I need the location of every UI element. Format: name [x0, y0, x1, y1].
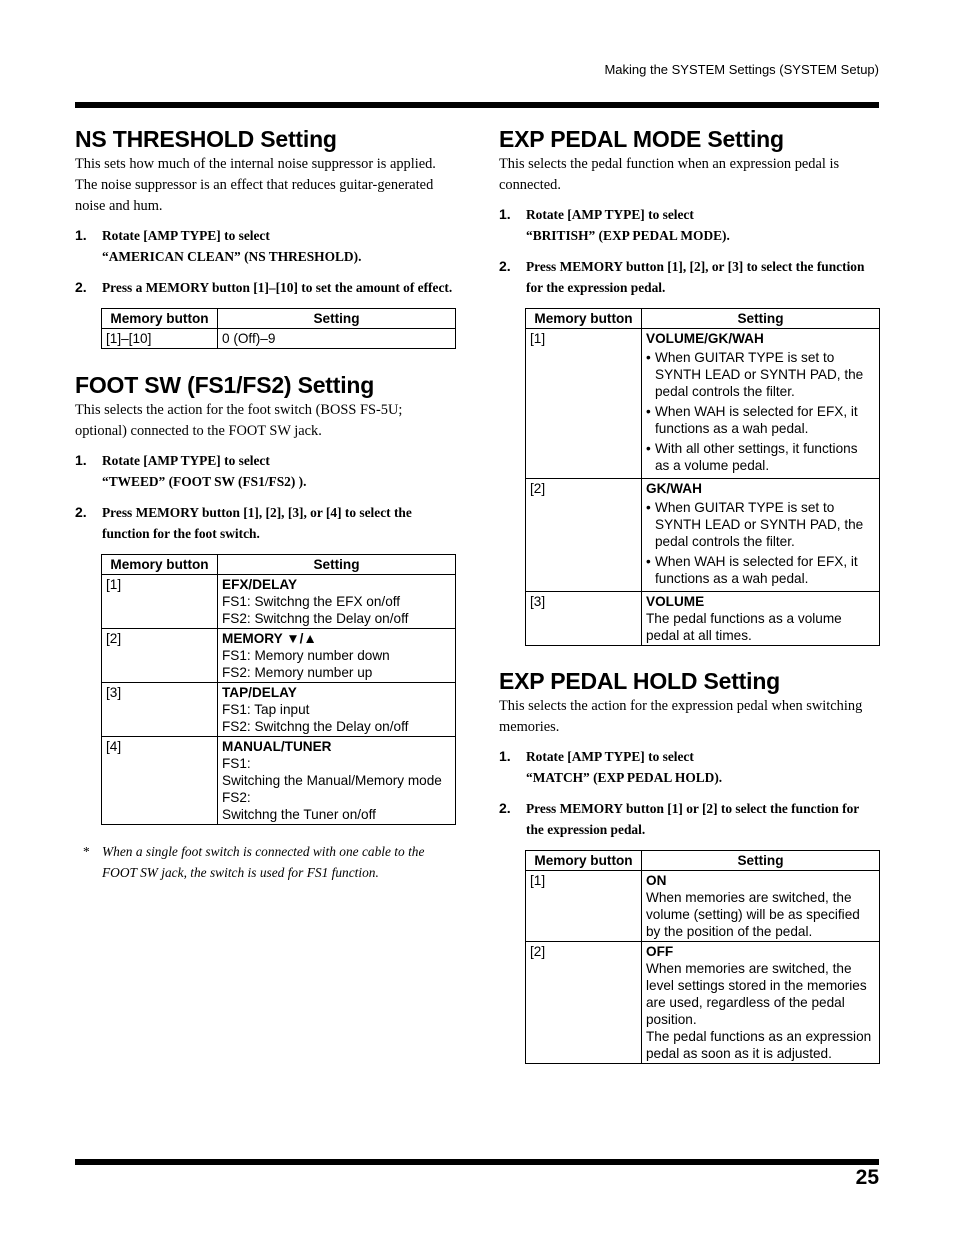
ns-threshold-section — [75, 124, 456, 349]
setting-title: GK/WAH — [646, 481, 702, 496]
step-text: Press MEMORY button [1] or [2] to select the function for the expression pedal. — [526, 801, 859, 837]
table-header-row — [102, 309, 456, 329]
setting-line: FS2: Memory number up — [222, 665, 373, 680]
setting-line: Switching the Manual/Memory mode — [222, 773, 442, 788]
setting-title: MANUAL/TUNER — [222, 739, 332, 754]
memory-button-cell: [2] — [526, 942, 642, 1064]
column-header: Memory button — [102, 309, 218, 329]
setting-cell — [218, 575, 456, 629]
table-row — [102, 629, 456, 683]
table-row — [102, 683, 456, 737]
table-header-row — [102, 555, 456, 575]
table-row — [526, 479, 880, 592]
setting-cell — [218, 683, 456, 737]
step-number: 1. — [75, 452, 87, 468]
step — [499, 746, 880, 788]
column-header: Setting — [642, 851, 880, 871]
exp-pedal-hold-table — [525, 850, 880, 1064]
setting-line: FS1: Tap input — [222, 702, 310, 717]
step-text: Rotate [AMP TYPE] to select — [526, 749, 694, 764]
foot-sw-heading: FOOT SW (FS1/FS2) Setting — [75, 372, 375, 398]
step-number: 2. — [499, 800, 511, 816]
setting-line: The pedal functions as a volume pedal at all times. — [646, 611, 842, 643]
setting-line: FS2: — [222, 790, 251, 805]
setting-line: Switchng the Tuner on/off — [222, 807, 376, 822]
memory-button-cell: [1] — [102, 575, 218, 629]
bullet-item: • When GUITAR TYPE is set to SYNTH LEAD or SYNTH PAD, the pedal controls the filter. — [646, 349, 875, 400]
step-number: 2. — [75, 504, 87, 520]
setting-title: VOLUME — [646, 594, 705, 609]
step-text: Rotate [AMP TYPE] to select — [102, 453, 270, 468]
step-text: “TWEED” (FOOT SW (FS1/FS2) ). — [102, 474, 307, 489]
step-text: “BRITISH” (EXP PEDAL MODE). — [526, 228, 730, 243]
bullet-item: • When WAH is selected for EFX, it functions as a wah pedal. — [646, 553, 875, 587]
setting-line: FS1: — [222, 756, 251, 771]
step-text: Press MEMORY button [1], [2], or [3] to select the function for the expression pedal. — [526, 259, 865, 295]
setting-line: When memories are switched, the volume (setting) will be as specified by the position of the pedal. — [646, 890, 860, 939]
step — [75, 277, 456, 298]
memory-button-cell: [4] — [102, 737, 218, 825]
setting-cell — [218, 737, 456, 825]
step-text: “MATCH” (EXP PEDAL HOLD). — [526, 770, 723, 785]
setting-title: MEMORY ▼/▲ — [222, 631, 317, 646]
foot-sw-paragraph: This selects the action for the foot switch (BOSS FS-5U; optional) connected to the FOOT SW jack. — [75, 402, 403, 439]
step — [75, 450, 456, 492]
ns-threshold-heading: NS THRESHOLD Setting — [75, 126, 337, 152]
memory-button-cell: [3] — [102, 683, 218, 737]
left-column — [75, 124, 456, 883]
setting-title: OFF — [646, 944, 674, 959]
table-row — [102, 737, 456, 825]
step-text: Press MEMORY button [1], [2], [3], or [4] to select the function for the foot switch. — [102, 505, 412, 541]
setting-line: FS2: Switchng the Delay on/off — [222, 719, 409, 734]
table-header-row — [526, 309, 880, 329]
step-number: 1. — [75, 227, 87, 243]
setting-line: When memories are switched, the level settings stored in the memories are used, regardless of the pedal position. — [646, 961, 867, 1027]
setting-line: FS1: Memory number down — [222, 648, 390, 663]
setting-cell — [642, 942, 880, 1064]
column-header: Setting — [218, 555, 456, 575]
memory-button-cell: [1] — [526, 329, 642, 479]
exp-pedal-mode-heading: EXP PEDAL MODE Setting — [499, 126, 784, 152]
ns-threshold-steps — [75, 225, 456, 298]
table-row — [526, 871, 880, 942]
top-rule — [75, 102, 879, 108]
setting-cell — [642, 479, 880, 592]
table-row — [526, 592, 880, 646]
setting-line: The pedal functions as an expression pedal as soon as it is adjusted. — [646, 1029, 872, 1061]
setting-title: VOLUME/GK/WAH — [646, 331, 764, 346]
memory-button-cell: [1]–[10] — [102, 329, 218, 349]
setting-title: EFX/DELAY — [222, 577, 298, 592]
column-header: Memory button — [102, 555, 218, 575]
step-number: 1. — [499, 206, 511, 222]
bullet-item: • When GUITAR TYPE is set to SYNTH LEAD or SYNTH PAD, the pedal controls the filter. — [646, 499, 875, 550]
step-text: Rotate [AMP TYPE] to select — [526, 207, 694, 222]
exp-pedal-mode-paragraph: This selects the pedal function when an expression pedal is connected. — [499, 156, 840, 193]
bullet-item: • When WAH is selected for EFX, it functions as a wah pedal. — [646, 403, 875, 437]
column-header: Memory button — [526, 309, 642, 329]
table-row — [102, 575, 456, 629]
setting-title: TAP/DELAY — [222, 685, 297, 700]
step — [499, 256, 880, 298]
bottom-rule — [75, 1159, 879, 1165]
foot-sw-table — [101, 554, 456, 825]
table-row — [526, 329, 880, 479]
setting-line: FS1: Switchng the EFX on/off — [222, 594, 401, 609]
exp-pedal-hold-section — [499, 666, 880, 1064]
step-number: 2. — [499, 258, 511, 274]
ns-threshold-paragraph: This sets how much of the internal noise suppressor is applied. — [75, 156, 436, 172]
memory-button-cell: [1] — [526, 871, 642, 942]
exp-pedal-hold-heading: EXP PEDAL HOLD Setting — [499, 668, 781, 694]
foot-sw-note — [75, 841, 456, 883]
setting-cell: 0 (Off)–9 — [218, 329, 456, 349]
step — [75, 502, 456, 544]
memory-button-cell: [2] — [102, 629, 218, 683]
column-header: Setting — [642, 309, 880, 329]
column-header: Memory button — [526, 851, 642, 871]
step — [499, 204, 880, 246]
setting-cell — [218, 629, 456, 683]
step-number: 2. — [75, 279, 87, 295]
step-text: Press a MEMORY button [1]–[10] to set the amount of effect. — [102, 280, 453, 295]
right-column — [499, 124, 880, 1064]
step-number: 1. — [499, 748, 511, 764]
setting-line: FS2: Switchng the Delay on/off — [222, 611, 409, 626]
step-text: Rotate [AMP TYPE] to select — [102, 228, 270, 243]
note-text: When a single foot switch is connected with one cable to the FOOT SW jack, the switch is used for FS1 function. — [102, 844, 425, 880]
ns-threshold-table — [101, 308, 456, 349]
memory-button-cell: [2] — [526, 479, 642, 592]
step — [75, 225, 456, 267]
setting-cell — [642, 871, 880, 942]
exp-pedal-hold-steps — [499, 746, 880, 840]
table-row — [526, 942, 880, 1064]
exp-pedal-hold-paragraph: This selects the action for the expression pedal when switching memories. — [499, 698, 863, 735]
page-number: 25 — [855, 1166, 879, 1189]
step — [499, 798, 880, 840]
setting-cell — [642, 329, 880, 479]
ns-threshold-paragraph: The noise suppressor is an effect that reduces guitar-generated noise and hum. — [75, 177, 434, 214]
running-header: Making the SYSTEM Settings (SYSTEM Setup) — [604, 62, 879, 77]
exp-pedal-mode-section — [499, 124, 880, 646]
setting-title: ON — [646, 873, 667, 888]
note-marker: * — [83, 844, 90, 859]
bullet-item: • With all other settings, it functions as a volume pedal. — [646, 440, 875, 474]
exp-pedal-mode-steps — [499, 204, 880, 298]
foot-sw-steps — [75, 450, 456, 544]
memory-button-cell: [3] — [526, 592, 642, 646]
table-row — [102, 329, 456, 349]
setting-cell — [642, 592, 880, 646]
foot-sw-section — [75, 370, 456, 883]
column-header: Setting — [218, 309, 456, 329]
step-text: “AMERICAN CLEAN” (NS THRESHOLD). — [102, 249, 362, 264]
exp-pedal-mode-table — [525, 308, 880, 646]
table-header-row — [526, 851, 880, 871]
